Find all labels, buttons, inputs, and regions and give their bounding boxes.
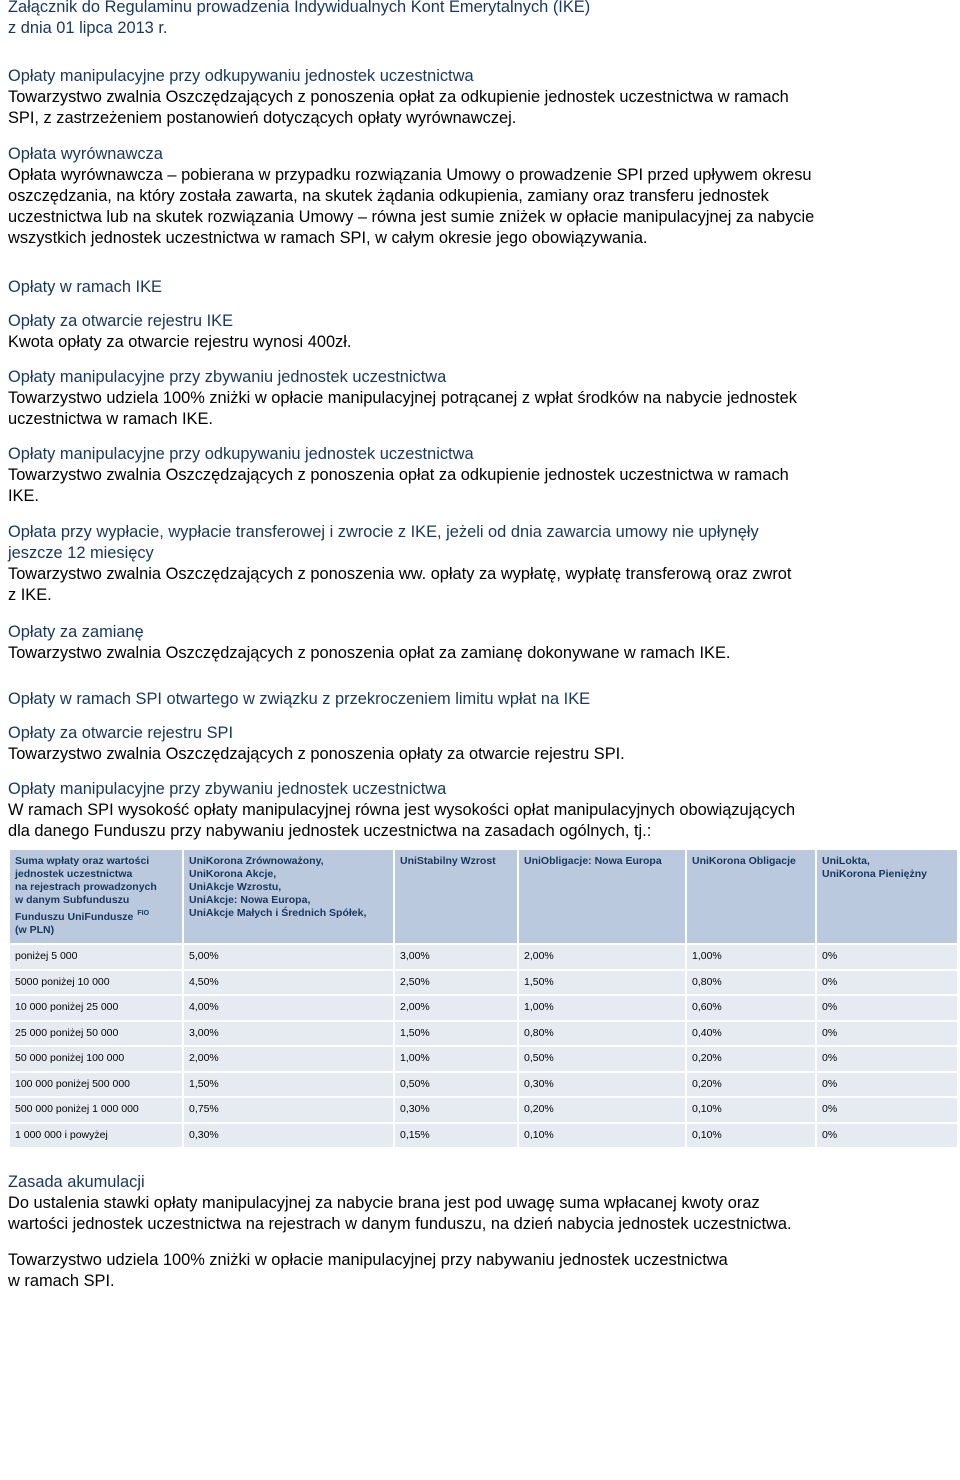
fee-table-header-amount — [10, 850, 182, 943]
spi-over-limit-heading: Opłaty w ramach SPI otwartego w związku z przekroczeniem limitu wpłat na IKE — [8, 690, 591, 708]
fee-table-rate-cell: 1,00% — [395, 1047, 517, 1071]
section-heading: Opłaty za otwarcie rejestru IKE — [8, 312, 234, 330]
fee-table-rate-cell: 0,40% — [687, 1022, 815, 1046]
section-spi-disposal — [8, 779, 954, 842]
section-ike-payout — [8, 522, 954, 606]
fee-table-row — [10, 971, 957, 995]
section-text: W ramach SPI wysokość opłaty manipulacyjnej równa jest wysokości opłat manipulacyjnych obowiązujących dla danego Funduszu przy nabywaniu jednostek uczestnictwa na zasadach ogólnych, tj.: — [8, 801, 796, 840]
fee-table-rate-cell: 5,00% — [184, 945, 393, 969]
section-text: Towarzystwo udziela 100% zniżki w opłacie manipulacyjnej potrącanej z wpłat środków na nabycie jednostek uczestnictwa w ramach IKE. — [8, 389, 797, 428]
section-text: Opłata wyrównawcza – pobierana w przypadku rozwiązania Umowy o prowadzenie SPI przed upływem okresu oszczędzania, na który została zawarta, na skutek żądania odkupienia, zamiany oraz transferu jednostek uczestnictwa lub na skutek rozwiązania Umowy – równa jest sumie zniżek w opłacie manipulacyjnej za nabycie wszystkich jednostek uczestnictwa w ramach SPI, w całym okresie jego obowiązywania. — [8, 166, 815, 247]
fee-table-rate-cell: 1,50% — [519, 971, 685, 995]
section-text: Towarzystwo zwalnia Oszczędzających z ponoszenia opłat za odkupienie jednostek uczestnictwa w ramach SPI, z zastrzeżeniem postanowień dotyczących opłaty wyrównawczej. — [8, 88, 789, 127]
fee-table-rate-cell: 2,50% — [395, 971, 517, 995]
fee-table-row — [10, 996, 957, 1020]
fee-table-amount-cell: 10 000 poniżej 25 000 — [10, 996, 182, 1020]
fee-table-rate-cell: 0,15% — [395, 1124, 517, 1148]
header-text: Suma wpłaty oraz wartości jednostek uczestnictwa na rejestrach prowadzonych w danym Subfunduszu Funduszu UniFundusze — [15, 855, 157, 923]
fee-table-amount-cell: 500 000 poniżej 1 000 000 — [10, 1098, 182, 1122]
fee-table-rate-cell: 2,00% — [395, 996, 517, 1020]
section-text: Towarzystwo zwalnia Oszczędzających z ponoszenia opłat za zamianę dokonywane w ramach IKE. — [8, 644, 731, 662]
fee-table-rate-cell: 0,30% — [184, 1124, 393, 1148]
fee-table-rate-cell: 0,20% — [687, 1073, 815, 1097]
fee-table-amount-cell: poniżej 5 000 — [10, 945, 182, 969]
section-heading: Opłata wyrównawcza — [8, 145, 163, 163]
fee-table-rate-cell: 0,10% — [687, 1124, 815, 1148]
section-ike-redemption — [8, 444, 954, 507]
fee-table-row — [10, 1073, 957, 1097]
section-ike-disposal — [8, 367, 954, 430]
fee-table-header-row — [10, 850, 957, 943]
section-heading: Opłaty manipulacyjne przy odkupywaniu jednostek uczestnictwa — [8, 445, 474, 463]
section-heading: Opłaty za zamianę — [8, 623, 144, 641]
fee-table-rate-cell: 0,20% — [519, 1098, 685, 1122]
fee-table-rate-cell: 0,60% — [687, 996, 815, 1020]
fee-table-amount-cell: 100 000 poniżej 500 000 — [10, 1073, 182, 1097]
fee-table — [8, 848, 959, 1149]
fee-table-header-money-market: UniLokta, UniKorona Pieniężny — [817, 850, 957, 943]
fee-table-rate-cell: 0,30% — [519, 1073, 685, 1097]
ike-fees-heading: Opłaty w ramach IKE — [8, 278, 162, 296]
section-heading: Opłaty za otwarcie rejestru SPI — [8, 724, 234, 742]
fee-table-rate-cell: 0% — [817, 971, 957, 995]
fee-table-row — [10, 1047, 957, 1071]
fee-table-rate-cell: 0,10% — [687, 1098, 815, 1122]
header-superscript: FIO — [137, 910, 150, 917]
fee-table-rate-cell: 0,30% — [395, 1098, 517, 1122]
fee-table-rate-cell: 0,50% — [395, 1073, 517, 1097]
section-ike-conversion — [8, 622, 954, 664]
fee-table-rate-cell: 0,10% — [519, 1124, 685, 1148]
section-spi-register — [8, 723, 954, 765]
fee-table-header-equity-funds: UniKorona Zrównoważony, UniKorona Akcje, UniAkcje Wzrostu, UniAkcje: Nowa Europa, UniAkcje Małych i Średnich Spółek, — [184, 850, 393, 943]
fee-table-rate-cell: 3,00% — [395, 945, 517, 969]
fee-table-rate-cell: 0% — [817, 1073, 957, 1097]
section-text: Towarzystwo zwalnia Oszczędzających z ponoszenia opłat za odkupienie jednostek uczestnictwa w ramach IKE. — [8, 466, 789, 505]
fee-table-amount-cell: 50 000 poniżej 100 000 — [10, 1047, 182, 1071]
fee-table-row — [10, 1022, 957, 1046]
fee-table-rate-cell: 4,50% — [184, 971, 393, 995]
section-text: Kwota opłaty za otwarcie rejestru wynosi 400zł. — [8, 333, 352, 351]
section-heading: Zasada akumulacji — [8, 1173, 145, 1191]
section-ike-register — [8, 311, 954, 353]
document-title-line2: z dnia 01 lipca 2013 r. — [8, 19, 168, 37]
fee-table-amount-cell: 25 000 poniżej 50 000 — [10, 1022, 182, 1046]
fee-table-header-korona-obligacje: UniKorona Obligacje — [687, 850, 815, 943]
fee-table-rate-cell: 4,00% — [184, 996, 393, 1020]
fee-table-rate-cell: 1,50% — [395, 1022, 517, 1046]
fee-table-amount-cell: 1 000 000 i powyżej — [10, 1124, 182, 1148]
fee-table-rate-cell: 0,50% — [519, 1047, 685, 1071]
section-heading: Opłata przy wypłacie, wypłacie transferowej i zwrocie z IKE, jeżeli od dnia zawarcia umowy nie upłynęły — [8, 523, 759, 541]
fee-table-rate-cell: 0% — [817, 1098, 957, 1122]
fee-table-rate-cell: 1,00% — [519, 996, 685, 1020]
section-spi-redemption — [8, 66, 954, 129]
section-accumulation — [8, 1172, 954, 1235]
fee-table-rate-cell: 1,00% — [687, 945, 815, 969]
fee-table-header-obligacje-nowa-europa: UniObligacje: Nowa Europa — [519, 850, 685, 943]
fee-table-row — [10, 1124, 957, 1148]
fee-table-row — [10, 945, 957, 969]
fee-table-amount-cell: 5000 poniżej 10 000 — [10, 971, 182, 995]
fee-table-rate-cell: 0% — [817, 1022, 957, 1046]
fee-table-rate-cell: 0% — [817, 945, 957, 969]
header-unit: (w PLN) — [15, 924, 55, 936]
fee-table-body — [10, 945, 957, 1147]
fee-table-rate-cell: 0,80% — [687, 971, 815, 995]
fee-table-header-stabilny-wzrost: UniStabilny Wzrost — [395, 850, 517, 943]
fee-table-rate-cell: 0% — [817, 1047, 957, 1071]
fee-table-rate-cell: 0,75% — [184, 1098, 393, 1122]
fee-table-rate-cell: 2,00% — [519, 945, 685, 969]
section-text: Towarzystwo zwalnia Oszczędzających z ponoszenia ww. opłaty za wypłatę, wypłatę transferową oraz zwrot z IKE. — [8, 565, 792, 604]
fee-table-rate-cell: 0% — [817, 996, 957, 1020]
fee-table-rate-cell: 1,50% — [184, 1073, 393, 1097]
section-text: Towarzystwo zwalnia Oszczędzających z ponoszenia opłaty za otwarcie rejestru SPI. — [8, 745, 625, 763]
section-text: Towarzystwo udziela 100% zniżki w opłacie manipulacyjnej przy nabywaniu jednostek uczestnictwa w ramach SPI. — [8, 1251, 728, 1290]
fee-table-rate-cell: 0,80% — [519, 1022, 685, 1046]
section-text: Do ustalenia stawki opłaty manipulacyjnej za nabycie brana jest pod uwagę suma wpłacanej kwoty oraz wartości jednostek uczestnictwa na rejestrach w danym funduszu, na dzień nabycia jednostek uczestnictwa. — [8, 1194, 792, 1233]
fee-table-rate-cell: 0% — [817, 1124, 957, 1148]
section-spi-discount — [8, 1250, 954, 1292]
fee-table-rate-cell: 0,20% — [687, 1047, 815, 1071]
section-heading: Opłaty manipulacyjne przy zbywaniu jednostek uczestnictwa — [8, 780, 447, 798]
document-title — [8, 0, 954, 39]
section-heading: Opłaty manipulacyjne przy zbywaniu jednostek uczestnictwa — [8, 368, 447, 386]
fee-table-row — [10, 1098, 957, 1122]
fee-table-rate-cell: 3,00% — [184, 1022, 393, 1046]
fee-table-rate-cell: 2,00% — [184, 1047, 393, 1071]
document-title-line1: Załącznik do Regulaminu prowadzenia Indywidualnych Kont Emerytalnych (IKE) — [8, 0, 591, 16]
section-heading: Opłaty manipulacyjne przy odkupywaniu jednostek uczestnictwa — [8, 67, 474, 85]
section-compensatory-fee — [8, 144, 954, 249]
section-heading-continued: jeszcze 12 miesięcy — [8, 544, 154, 562]
